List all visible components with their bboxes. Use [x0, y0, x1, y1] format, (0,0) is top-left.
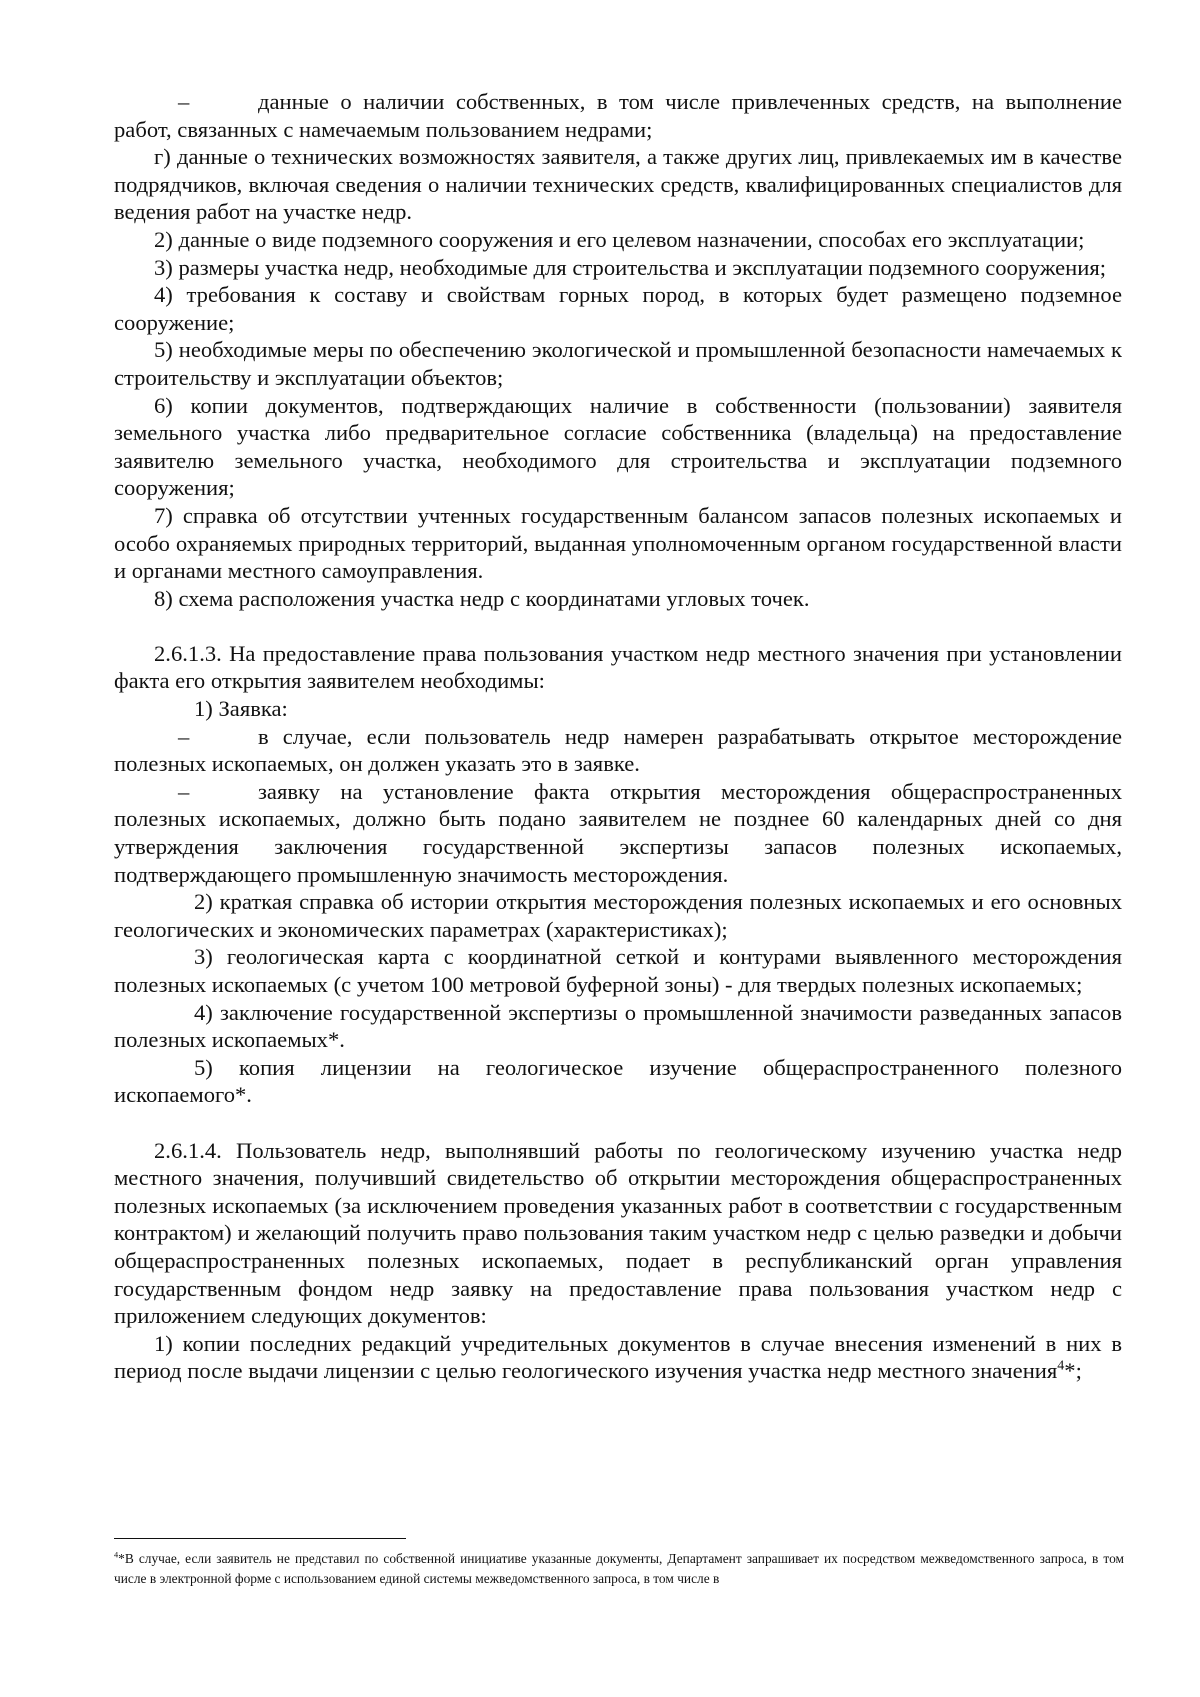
- paragraph: 2) данные о виде подземного сооружения и его целевом назначении, способах его эксплуатации;: [154, 226, 1085, 252]
- paragraph: 3) размеры участка недр, необходимые для строительства и эксплуатации подземного сооружения;: [154, 254, 1107, 280]
- paragraph: 8) схема расположения участка недр с координатами угловых точек.: [154, 585, 810, 611]
- paragraph-text: в случае, если пользователь недр намерен разрабатывать открытое месторождение полезных ископаемых, он должен указать это в заявке.: [114, 723, 1122, 777]
- footnote-text: *В случае, если заявитель не представил по собственной инициативе указанные документы, Департамент запрашивает их посредством межведомственного запроса, в том числе в электронной форме с использованием единой системы межведомственного запроса, в том числе в: [114, 1551, 1124, 1586]
- paragraph-text-end: *;: [1064, 1358, 1082, 1384]
- paragraph: 6) копии документов, подтверждающих наличие в собственности (пользовании) заявителя земельного участка либо предварительное согласие собственника (владельца) на предоставление заявителю земельного участка, необходимого для строительства и эксплуатации подземного сооружения;: [114, 392, 1122, 501]
- paragraph: г) данные о технических возможностях заявителя, а также других лиц, привлекаемых им в качестве подрядчиков, включая сведения о наличии технических средств, квалифицированных специалистов для ведения работ на участке недр.: [114, 144, 1122, 225]
- list-item: 5) копия лицензии на геологическое изучение общераспространенного полезного ископаемого*.: [114, 1054, 1122, 1108]
- paragraph: [114, 723, 1122, 778]
- list-item: 2) краткая справка об истории открытия месторождения полезных ископаемых и его основных геологических и экономических параметрах (характеристиках);: [114, 889, 1122, 942]
- paragraph-spacer: [114, 612, 1122, 640]
- paragraph: 7) справка об отсутствии учтенных государственным балансом запасов полезных ископаемых и особо охраняемых природных территорий, выданная уполномоченным органом государственной власти и органами местного самоуправления.: [114, 502, 1122, 584]
- list-item: 3) геологическая карта с координатной сеткой и контурами выявленного месторождения полезных ископаемых (с учетом 100 метровой буферной зоны) - для твердых полезных ископаемых;: [114, 944, 1122, 997]
- footnote-mark: 4: [114, 1550, 119, 1560]
- list-item: 4) заключение государственной экспертизы о промышленной значимости разведанных запасов полезных ископаемых*.: [114, 999, 1122, 1053]
- list-dash: –: [178, 778, 190, 804]
- paragraph-text: 1) копии последних редакций учредительных документов в случае внесения изменений в них в период после выдачи лицензии с целью геологического изучения участка недр местного значения: [114, 1330, 1122, 1384]
- paragraph: 4) требования к составу и свойствам горных пород, в которых будет размещено подземное сооружение;: [114, 282, 1122, 335]
- paragraph-spacer: [114, 1109, 1122, 1137]
- list-dash: –: [178, 723, 190, 749]
- paragraph: [114, 1330, 1122, 1385]
- paragraph: 5) необходимые меры по обеспечению экологической и промышленной безопасности намечаемых к строительству и эксплуатации объектов;: [114, 337, 1122, 390]
- paragraph-text: заявку на установление факта открытия месторождения общераспространенных полезных ископаемых, должно быть подано заявителем не позднее 60 календарных дней со дня утверждения заключения государственной экспертизы запасов полезных ископаемых, подтверждающего промышленную значимость месторождения.: [114, 778, 1122, 887]
- section-paragraph-2-6-1-3: 2.6.1.3. На предоставление права пользования участком недр местного значения при установлении факта его открытия заявителем необходимы:: [114, 640, 1122, 694]
- paragraph: [114, 778, 1122, 888]
- footnote: [114, 1549, 1124, 1589]
- footnote-separator: [114, 1538, 406, 1539]
- body-text: [114, 88, 1122, 1385]
- list-item: 1) Заявка:: [194, 696, 288, 722]
- section-paragraph-2-6-1-4: 2.6.1.4. Пользователь недр, выполнявший работы по геологическому изучению участка недр местного значения, получивший свидетельство об открытии месторождения общераспространенных полезных ископаемых (за исключением проведения указанных работ в соответствии с государственным контрактом) и желающий получить право пользования таким участком недр с целью разведки и добычи общераспространенных полезных ископаемых, подает в республиканский орган управления государственным фондом недр заявку на предоставление права пользования участком недр с приложением следующих документов:: [114, 1137, 1122, 1329]
- paragraph: [114, 88, 1122, 143]
- footnote-reference[interactable]: 4: [1057, 1358, 1065, 1374]
- paragraph-text: данные о наличии собственных, в том числе привлеченных средств, на выполнение работ, связанных с намечаемым пользованием недрами;: [114, 89, 1122, 142]
- list-dash: –: [178, 89, 190, 114]
